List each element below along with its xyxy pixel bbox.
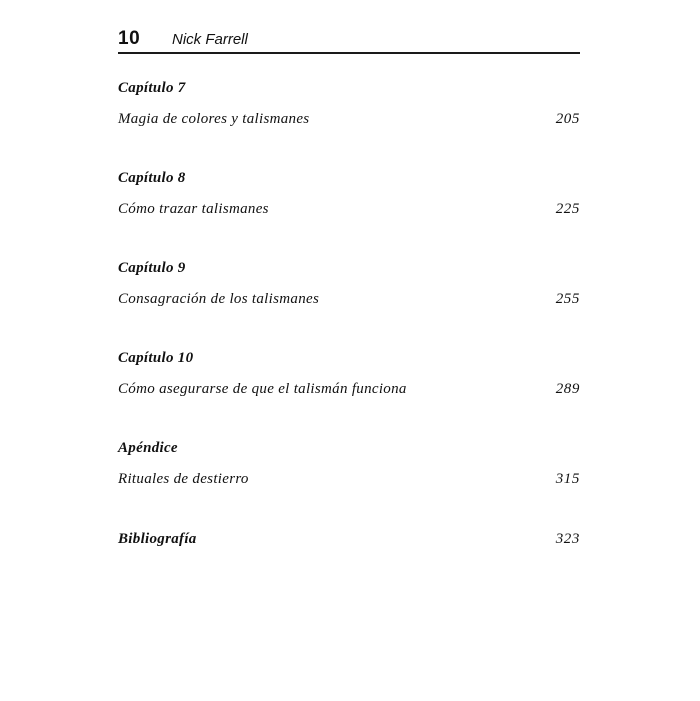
toc-entry-page-number: 205 [555, 111, 580, 127]
toc-entry-title: Consagración de los talismanes [118, 291, 320, 307]
toc-entry-title: Cómo trazar talismanes [118, 201, 269, 217]
toc-entry-page-number: 225 [555, 201, 580, 217]
running-head-author: Nick Farrell [172, 31, 248, 48]
toc-entry-heading: Capítulo 7 [118, 80, 186, 96]
toc-entry-page-number: 289 [555, 381, 580, 397]
toc-entry-page-number: 315 [555, 471, 580, 487]
toc-entry-heading: Bibliografía [118, 531, 197, 547]
toc-entry-heading: Apéndice [118, 440, 178, 456]
toc-entry-title: Cómo asegurarse de que el talismán funciona [118, 381, 407, 397]
toc-entry-page-number: 255 [555, 291, 580, 307]
toc-entry-heading: Capítulo 10 [118, 350, 194, 366]
toc-entry-title: Magia de colores y talismanes [118, 111, 310, 127]
page-number: 10 [118, 28, 141, 49]
toc-entry-heading: Capítulo 9 [118, 260, 186, 276]
page-header [118, 26, 580, 54]
toc-entry-page-number: 323 [555, 531, 580, 547]
toc-entry-title: Rituales de destierro [118, 471, 249, 487]
toc-entry-heading: Capítulo 8 [118, 170, 186, 186]
